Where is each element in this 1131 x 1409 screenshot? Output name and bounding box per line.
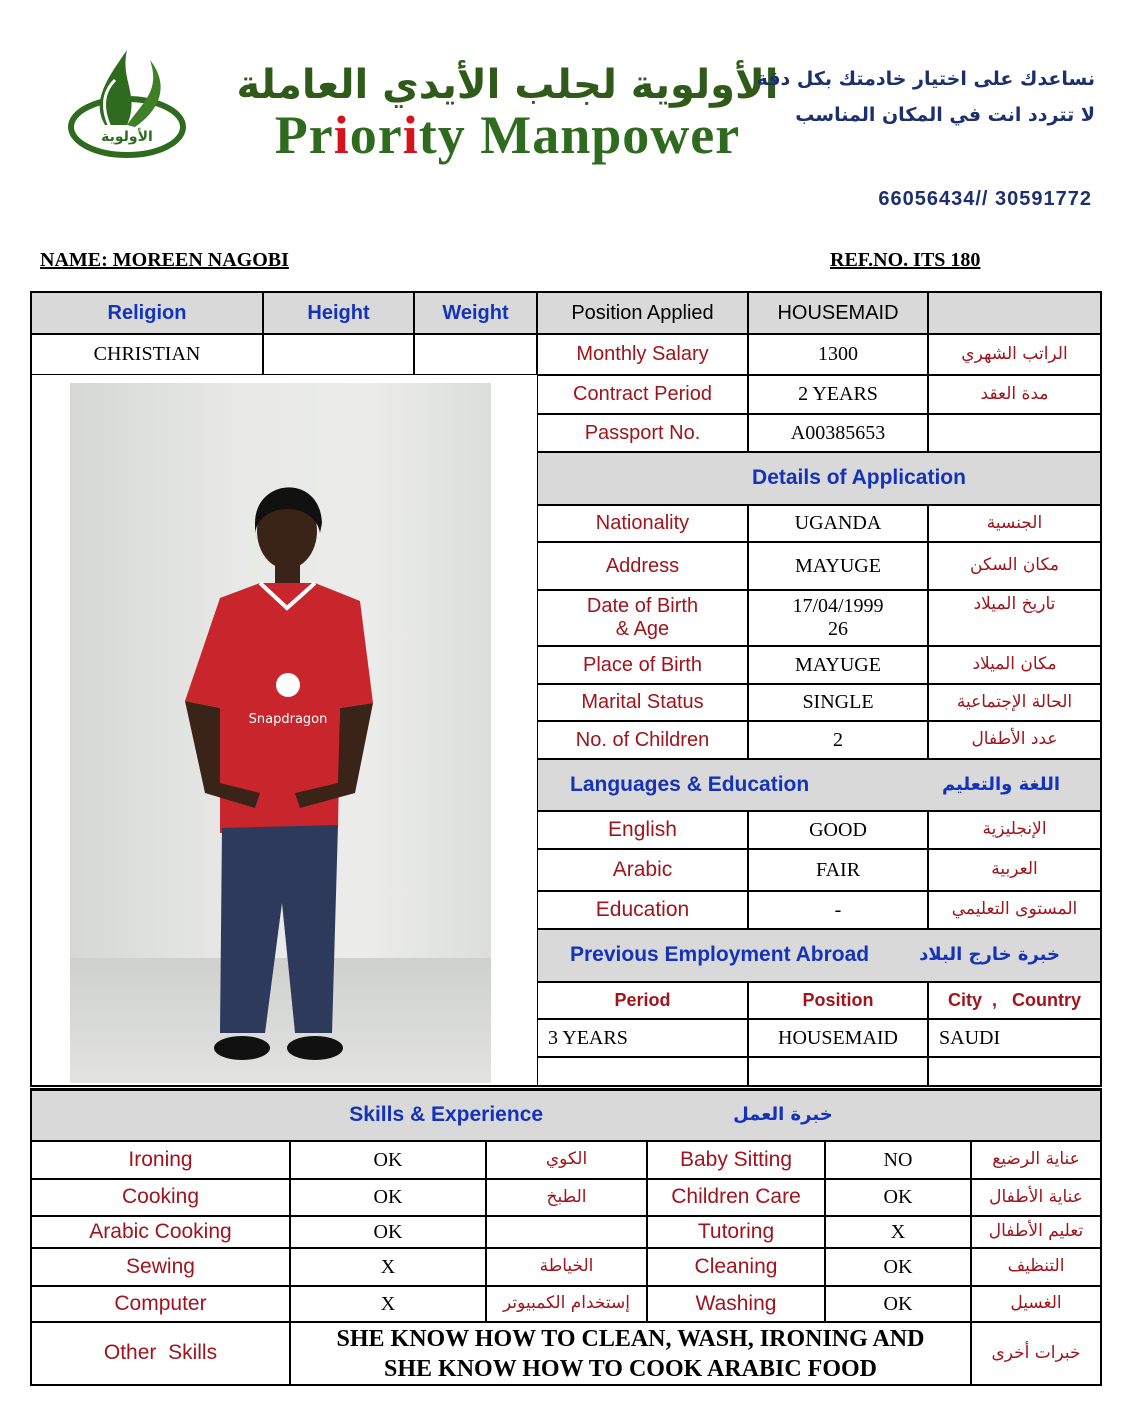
skill-right-label: Washing (647, 1286, 825, 1322)
skill-left-label: Cooking (31, 1179, 290, 1216)
skill-left-ar: الطبخ (486, 1179, 647, 1216)
position-applied-value: HOUSEMAID (748, 292, 928, 334)
jersey-text: Snapdragon (248, 712, 328, 727)
employment-period-value: 3 YEARS (537, 1019, 748, 1057)
other-skills-label: Other Skills (31, 1322, 290, 1385)
skill-left-value: OK (290, 1216, 486, 1248)
skill-right-label: Cleaning (647, 1248, 825, 1286)
employment-period-header: Period (537, 982, 748, 1019)
tagline-1: نساعدك على اختيار خادمتك بكل دقة (756, 68, 1095, 90)
company-name-english: Priority Manpower (274, 105, 741, 165)
employment-period-empty (537, 1057, 748, 1087)
skill-right-ar: عناية الرضيع (971, 1141, 1101, 1179)
education-ar: المستوى التعليمي (928, 891, 1101, 929)
children-ar: عدد الأطفال (928, 721, 1101, 759)
skill-right-label: Tutoring (647, 1216, 825, 1248)
marital-status-value: SINGLE (748, 684, 928, 721)
employment-city-header: City , Country (928, 982, 1101, 1019)
skill-right-ar: تعليم الأطفال (971, 1216, 1101, 1248)
skill-right-value: OK (825, 1248, 971, 1286)
nationality-ar: الجنسية (928, 505, 1101, 542)
religion-value: CHRISTIAN (31, 334, 263, 375)
applicant-photo (70, 383, 491, 1083)
position-applied-ar (928, 292, 1101, 334)
children-value: 2 (748, 721, 928, 759)
education-label: Education (537, 891, 748, 929)
employment-city-value: SAUDI (928, 1019, 1101, 1057)
contract-ar: مدة العقد (928, 375, 1101, 414)
skill-right-label: Children Care (647, 1179, 825, 1216)
skill-left-value: OK (290, 1141, 486, 1179)
skill-right-label: Baby Sitting (647, 1141, 825, 1179)
arabic-label: Arabic (537, 849, 748, 891)
skill-left-label: Computer (31, 1286, 290, 1322)
weight-header: Weight (414, 292, 537, 334)
reference-number: REF.NO. ITS 180 (830, 249, 981, 271)
nationality-label: Nationality (537, 505, 748, 542)
address-value: MAYUGE (748, 542, 928, 590)
skill-left-label: Sewing (31, 1248, 290, 1286)
other-skills-text: SHE KNOW HOW TO CLEAN, WASH, IRONING AND SHE KNOW HOW TO COOK ARABIC FOOD (290, 1322, 971, 1385)
arabic-value: FAIR (748, 849, 928, 891)
tagline-2: لا تتردد انت في المكان المناسب (795, 104, 1095, 126)
marital-status-label: Marital Status (537, 684, 748, 721)
salary-label: Monthly Salary (537, 334, 748, 375)
address-label: Address (537, 542, 748, 590)
emblem-text: الأولوية (101, 129, 153, 145)
passport-value: A00385653 (748, 414, 928, 452)
skill-right-value: OK (825, 1286, 971, 1322)
skill-right-ar: عناية الأطفال (971, 1179, 1101, 1216)
applicant-name: NAME: MOREEN NAGOBI (40, 249, 289, 271)
skill-left-ar: الكوي (486, 1141, 647, 1179)
passport-ar (928, 414, 1101, 452)
nationality-value: UGANDA (748, 505, 928, 542)
other-skills-ar: خبرات أخرى (971, 1322, 1101, 1385)
phone-numbers: 66056434// 30591772 (878, 188, 1092, 210)
languages-header: Languages & Education اللغة والتعليم (537, 759, 1101, 811)
skill-right-ar: الغسيل (971, 1286, 1101, 1322)
contract-value: 2 YEARS (748, 375, 928, 414)
address-ar: مكان السكن (928, 542, 1101, 590)
position-applied-label: Position Applied (537, 292, 748, 334)
employment-position-header: Position (748, 982, 928, 1019)
skill-right-value: NO (825, 1141, 971, 1179)
english-ar: الإنجليزية (928, 811, 1101, 849)
person-figure (70, 383, 491, 1083)
company-emblem (65, 45, 190, 163)
religion-header: Religion (31, 292, 263, 334)
education-value: - (748, 891, 928, 929)
salary-value: 1300 (748, 334, 928, 375)
dob-label: Date of Birth & Age (537, 590, 748, 646)
english-value: GOOD (748, 811, 928, 849)
place-of-birth-ar: مكان الميلاد (928, 646, 1101, 684)
weight-value (414, 334, 537, 375)
skill-left-label: Ironing (31, 1141, 290, 1179)
skill-left-ar: الخياطة (486, 1248, 647, 1286)
contract-label: Contract Period (537, 375, 748, 414)
place-of-birth-value: MAYUGE (748, 646, 928, 684)
passport-label: Passport No. (537, 414, 748, 452)
employment-position-value: HOUSEMAID (748, 1019, 928, 1057)
skill-right-ar: التنظيف (971, 1248, 1101, 1286)
dob-value: 17/04/1999 26 (748, 590, 928, 646)
skill-left-ar: إستخدام الكمبيوتر (486, 1286, 647, 1322)
company-name-arabic: الأولوية لجلب الأيدي العاملة (236, 62, 779, 108)
arabic-ar: العربية (928, 849, 1101, 891)
skill-right-value: X (825, 1216, 971, 1248)
skill-left-label: Arabic Cooking (31, 1216, 290, 1248)
marital-status-ar: الحالة الإجتماعية (928, 684, 1101, 721)
details-header: Details of Application (537, 452, 1101, 505)
skills-table-border (30, 1088, 1102, 1386)
skill-left-value: X (290, 1248, 486, 1286)
dob-ar: تاريخ الميلاد (928, 590, 1101, 646)
skill-left-value: OK (290, 1179, 486, 1216)
skill-left-value: X (290, 1286, 486, 1322)
skill-right-value: OK (825, 1179, 971, 1216)
children-label: No. of Children (537, 721, 748, 759)
employment-position-empty (748, 1057, 928, 1087)
skills-header: Skills & Experience خبرة العمل (31, 1089, 1101, 1141)
salary-ar: الراتب الشهري (928, 334, 1101, 375)
height-header: Height (263, 292, 414, 334)
place-of-birth-label: Place of Birth (537, 646, 748, 684)
employment-header: Previous Employment Abroad خبرة خارج البلاد (537, 929, 1101, 982)
english-label: English (537, 811, 748, 849)
height-value (263, 334, 414, 375)
employment-city-empty (928, 1057, 1101, 1087)
